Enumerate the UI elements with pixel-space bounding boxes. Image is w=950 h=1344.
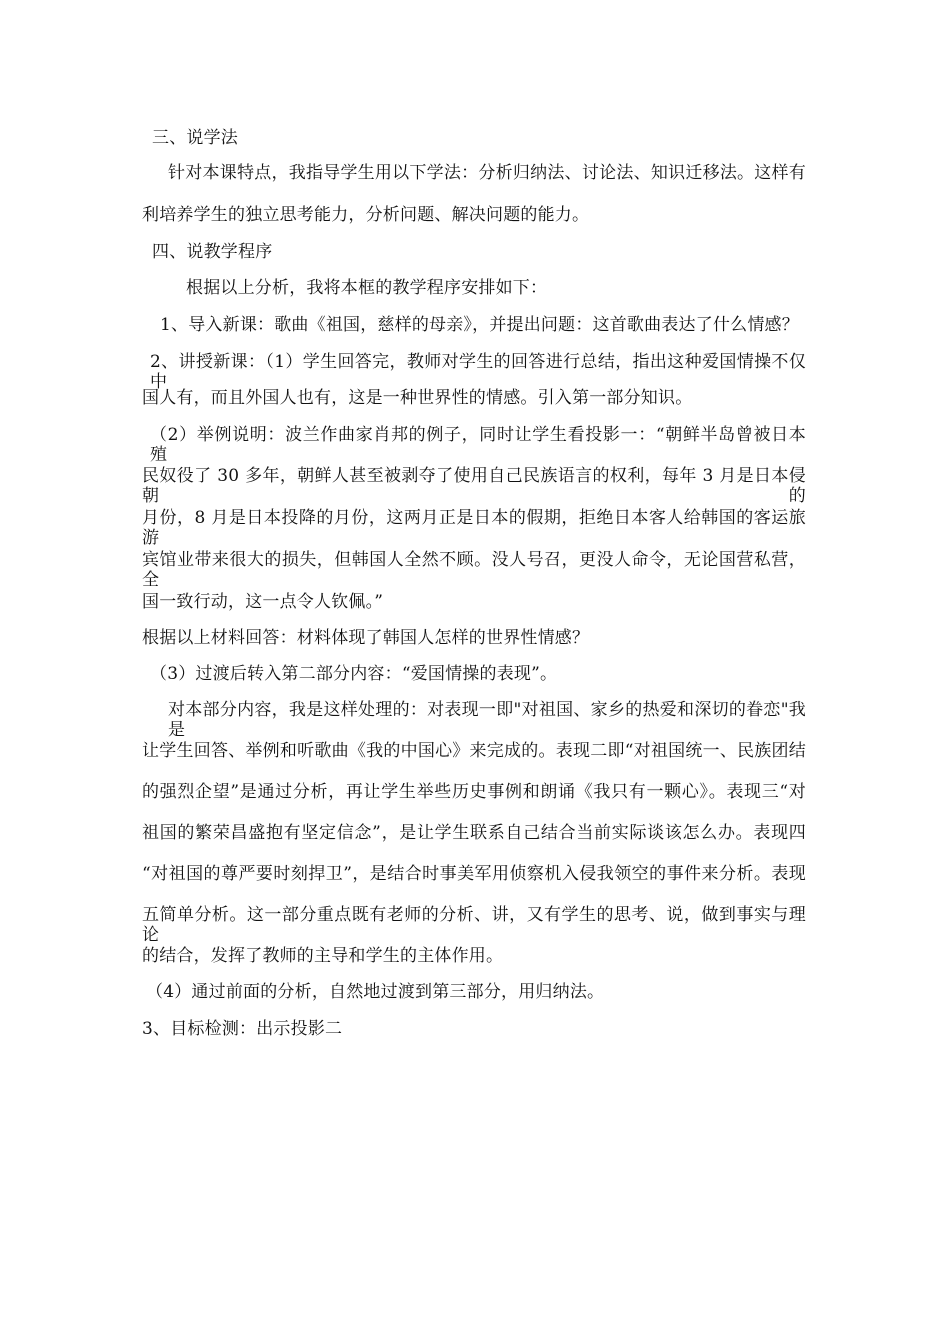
paragraph-line: 月份，8 月是日本投降的月份，这两月正是日本的假期，拒绝日本客人给韩国的客运旅游	[142, 508, 806, 548]
paragraph-line: 3、目标检测：出示投影二	[142, 1019, 343, 1039]
paragraph-line: （2）举例说明：波兰作曲家肖邦的例子，同时让学生看投影一：“朝鲜半岛曾被日本殖	[150, 425, 806, 465]
paragraph-line: （3）过渡后转入第二部分内容：“爱国情操的表现”。	[150, 664, 558, 684]
paragraph-line: 根据以上材料回答：材料体现了韩国人怎样的世界性情感？	[142, 628, 590, 648]
paragraph-line: 的结合，发挥了教师的主导和学生的主体作用。	[142, 946, 504, 966]
paragraph-line: 对本部分内容，我是这样处理的：对表现一即"对祖国、家乡的热爱和深切的眷恋"我是	[168, 700, 806, 740]
paragraph-line: 国一致行动，这一点令人钦佩。”	[142, 592, 384, 612]
paragraph-line: 宾馆业带来很大的损失，但韩国人全然不顾。没人号召，更没人命令，无论国营私营，全	[142, 550, 806, 590]
paragraph-line: 1、导入新课：歌曲《祖国，慈样的母亲》，并提出问题：这首歌曲表达了什么情感？	[160, 315, 799, 335]
paragraph-line: 2、讲授新课：（1）学生回答完，教师对学生的回答进行总结，指出这种爱国情操不仅中	[150, 352, 806, 392]
heading-teaching-procedure: 四、说教学程序	[152, 242, 273, 262]
paragraph-line: 民奴役了 30 多年，朝鲜人甚至被剥夺了使用自己民族语言的权利，每年 3 月是日本侵朝的	[142, 466, 806, 506]
paragraph-line: 让学生回答、举例和听歌曲《我的中国心》来完成的。表现二即“对祖国统一、民族团结	[142, 741, 806, 761]
paragraph-line: 祖国的繁荣昌盛抱有坚定信念”，是让学生联系自己结合当前实际谈该怎么办。表现四	[142, 823, 806, 843]
paragraph-line: 五简单分析。这一部分重点既有老师的分析、讲，又有学生的思考、说，做到事实与理论	[142, 905, 806, 945]
heading-study-methods: 三、说学法	[152, 128, 238, 148]
paragraph-line: 的强烈企望”是通过分析，再让学生举些历史事例和朗诵《我只有一颗心》。表现三“对	[142, 782, 806, 802]
paragraph-line: 国人有，而且外国人也有，这是一种世界性的情感。引入第一部分知识。	[142, 388, 693, 408]
paragraph-line: 针对本课特点，我指导学生用以下学法：分析归纳法、讨论法、知识迁移法。这样有	[168, 163, 806, 183]
paragraph-line: 根据以上分析，我将本框的教学程序安排如下：	[186, 278, 548, 298]
paragraph-line: 利培养学生的独立思考能力，分析问题、解决问题的能力。	[142, 205, 590, 225]
paragraph-line: （4）通过前面的分析，自然地过渡到第三部分，用归纳法。	[146, 982, 605, 1002]
paragraph-line: “对祖国的尊严要时刻捍卫”，是结合时事美军用侦察机入侵我领空的事件来分析。表现	[142, 864, 806, 884]
